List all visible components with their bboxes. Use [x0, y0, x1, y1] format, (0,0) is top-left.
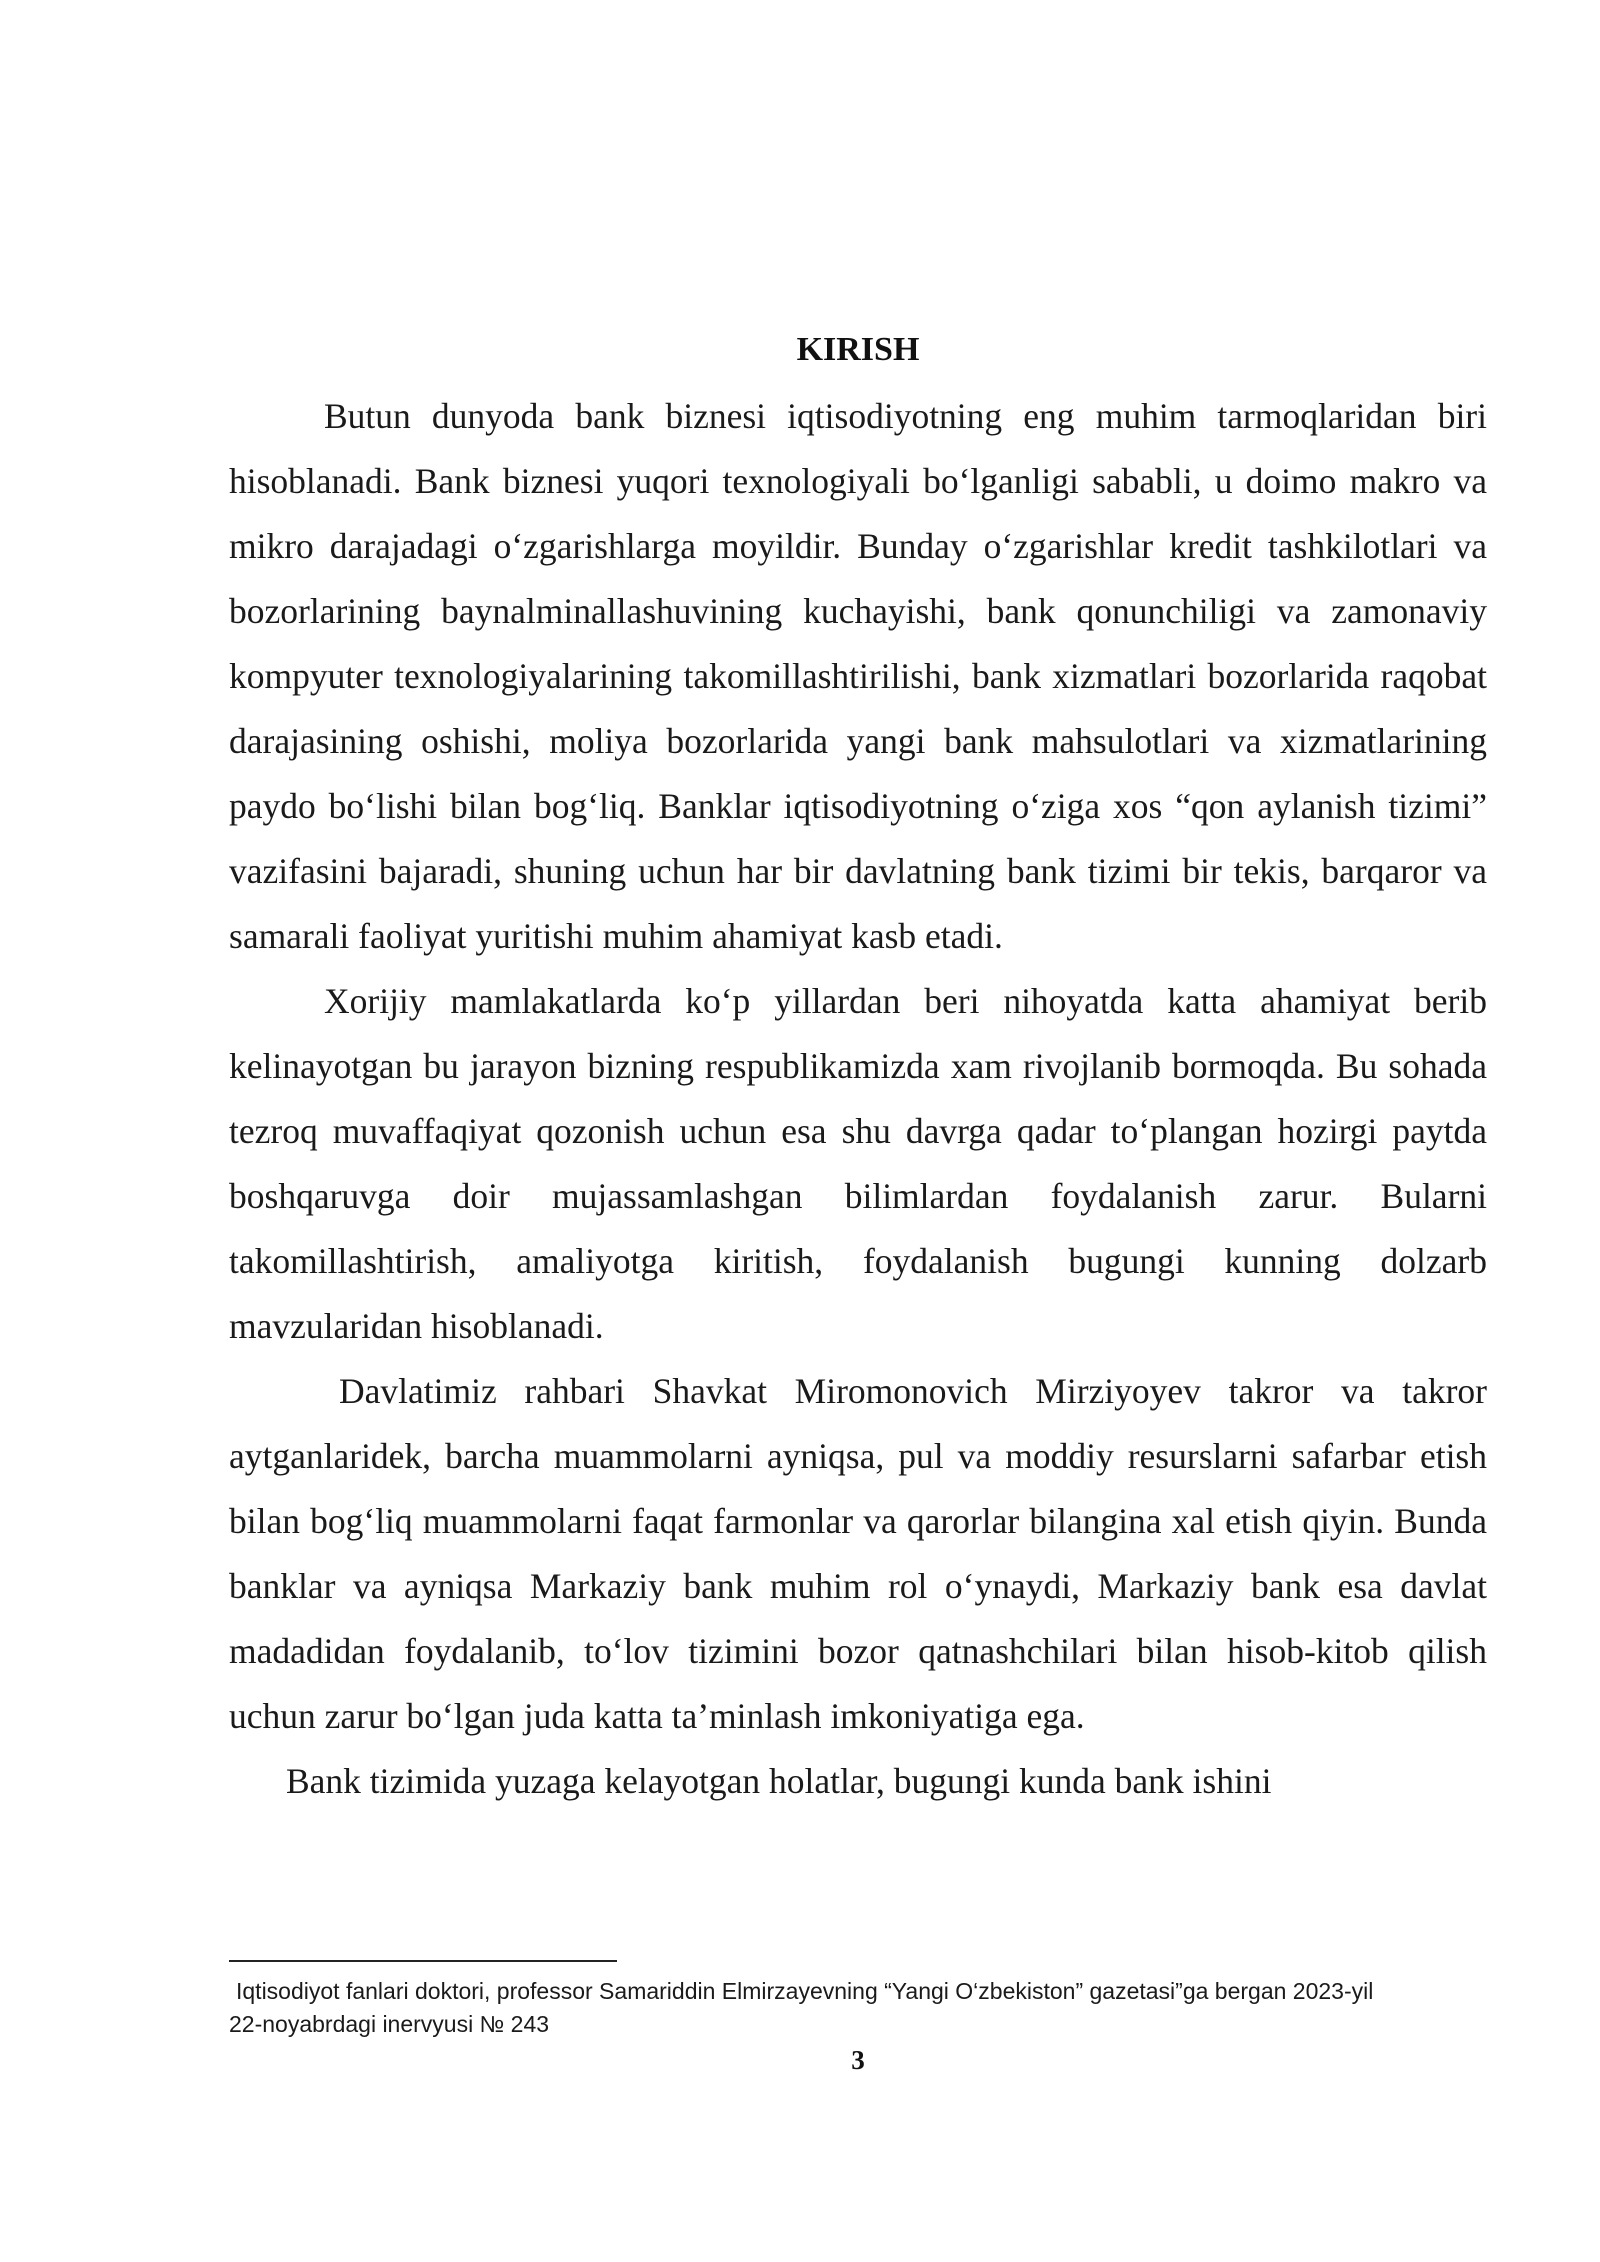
paragraph-1: Butun dunyoda bank biznesi iqtisodiyotning eng muhim tarmoqlaridan biri hisoblanadi. Bank biznesi yuqori texnologiyali bo‘lganligi sababli, u doimo makro va mikro darajadagi o‘zgarishlarga moyildir. Bunday o‘zgarishlar kredit tashkilotlari va bozorlarining baynalminallashuvining kuchayishi, bank qonunchiligi va zamonaviy kompyuter texnologiyalarining takomillashtirilishi, bank xizmatlari bozorlarida raqobat darajasining oshishi, moliya bozorlarida yangi bank mahsulotlari va xizmatlarining paydo bo‘lishi bilan bog‘liq. Banklar iqtisodiyotning o‘ziga xos “qon aylanish tizimi” vazifasini bajaradi, shuning uchun har bir davlatning bank tizimi bir tekis, barqaror va samarali faoliyat yuritishi muhim ahamiyat kasb etadi. — [229, 396, 1487, 956]
paragraph-2: Xorijiy mamlakatlarda ko‘p yillardan beri nihoyatda katta ahamiyat berib kelinayotgan bu jarayon bizning respublikamizda xam rivojlanib bormoqda. Bu sohada tezroq muvaffaqiyat qozonish uchun esa shu davrga qadar to‘plangan hozirgi paytda boshqaruvga doir mujassamlashgan bilimlardan foydalanish zarur. Bularni takomillashtirish, amaliyotga kiritish, foydalanish bugungi kunning dolzarb mavzularidan hisoblanadi. — [229, 981, 1487, 1346]
footnote — [229, 1975, 1487, 2041]
body-text — [229, 384, 1487, 1814]
paragraph-4: Bank tizimida yuzaga kelayotgan holatlar, bugungi kunda bank ishini — [286, 1761, 1272, 1801]
footnote-line-1: Iqtisodiyot fanlari doktori, professor Samariddin Elmirzayevning “Yangi O‘zbekiston” gazetasi”ga bergan 2023-yil — [236, 1978, 1374, 2004]
footnote-line-2: 22-noyabrdagi inervyusi № 243 — [229, 2011, 550, 2037]
footnote-separator — [229, 1960, 617, 1962]
section-heading: KIRISH — [796, 331, 920, 368]
paragraph-3: Davlatimiz rahbari Shavkat Miromonovich Mirziyoyev takror va takror aytganlaridek, barcha muammolarni ayniqsa, pul va moddiy resurslarni safarbar etish bilan bog‘liq muammolarni faqat farmonlar va qarorlar bilangina xal etish qiyin. Bunda banklar va ayniqsa Markaziy bank muhim rol o‘ynaydi, Markaziy bank esa davlat madadidan foydalanib, to‘lov tizimini bozor qatnashchilari bilan hisob-kitob qilish uchun zarur bo‘lgan juda katta ta’minlash imkoniyatiga ega. — [229, 1371, 1487, 1736]
page-number: 3 — [851, 2045, 865, 2075]
